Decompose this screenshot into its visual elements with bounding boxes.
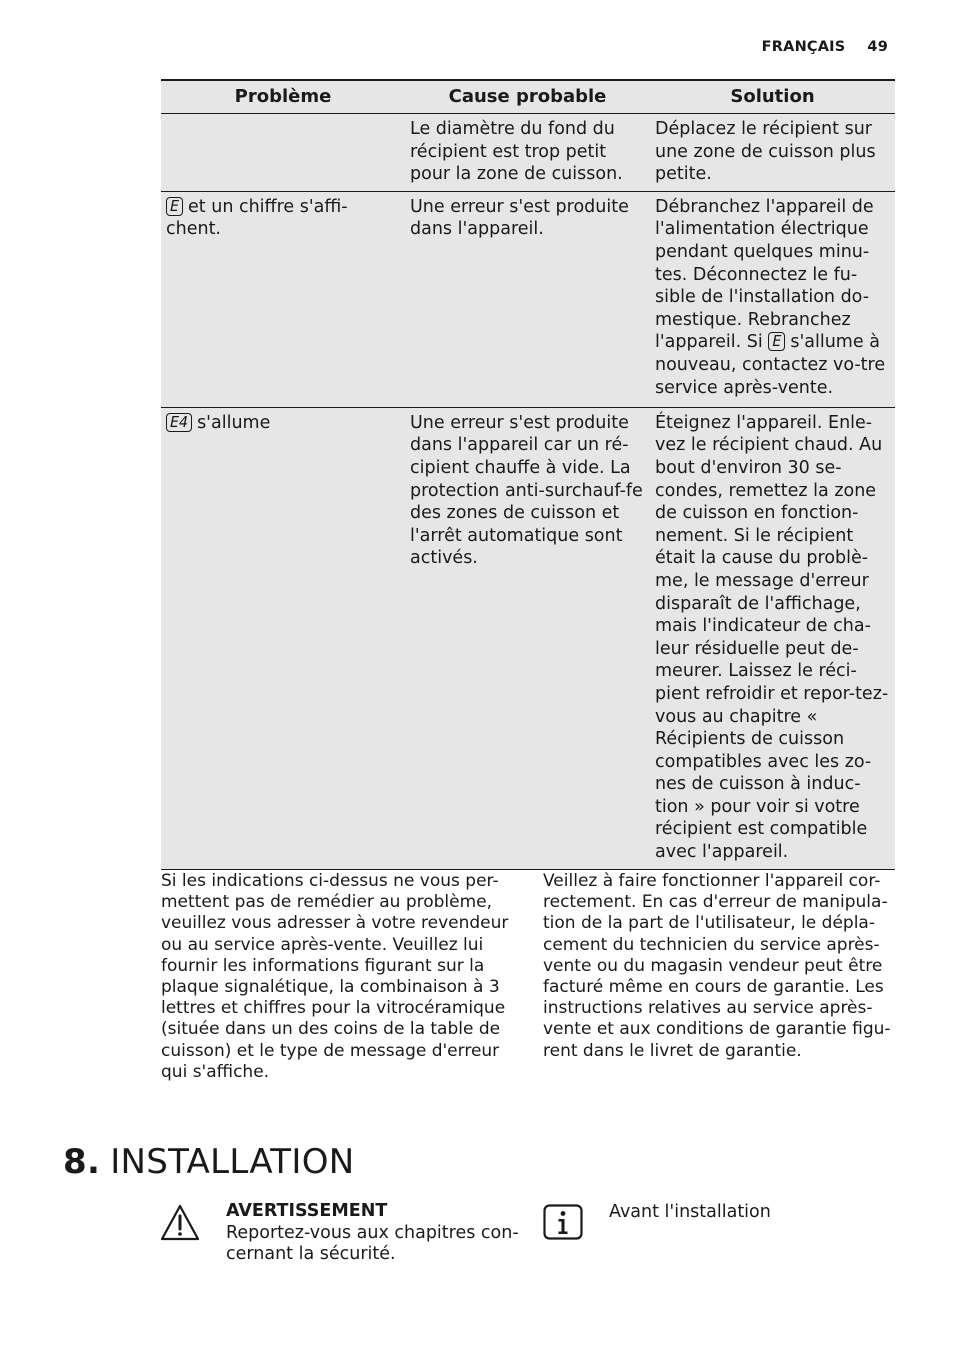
paragraph-left: Si les indications ci-dessus ne vous per-mettent pas de remédier au problème, veuillez vous adresser à votre revendeur ou au service après-vente. Veuillez lui fournir les informations figurant sur la plaque signalétique, la combinaison à 3 lettres et chiffres pour la vitrocéramique (située dans un des coins de la table de cuisson) et le type de message d'erreur qui s'affiche.	[161, 871, 509, 1082]
cause-cell: Le diamètre du fond du récipient est trop petit pour la zone de cuisson.	[405, 114, 650, 192]
paragraph-right: Veillez à faire fonctionner l'appareil cor-rectement. En cas d'erreur de manipula-tion de la part de l'utilisateur, le dépla-cement du technicien du service après-vente ou du magasin vendeur peut être facturé même en cours de garantie. Les instructions relatives au service après-vente et aux conditions de garantie figu-rent dans le livret de garantie.	[543, 871, 891, 1061]
header-language: FRANÇAIS	[761, 39, 846, 55]
header-problem: Problème	[161, 80, 405, 114]
section-number: 8.	[63, 1142, 101, 1182]
page-number: 49	[867, 39, 888, 55]
table-row	[161, 191, 895, 407]
problem-text: s'allume	[197, 412, 271, 433]
table-header-row	[161, 80, 895, 114]
problem-cell	[161, 407, 405, 869]
warning-box	[226, 1201, 526, 1266]
problem-text: et un chiffre s'affi-chent.	[166, 196, 348, 240]
solution-text-continued: s'allume à nouveau, contactez vo-tre service après-vente.	[655, 332, 886, 398]
header-solution: Solution	[650, 80, 895, 114]
troubleshooting-table	[161, 79, 895, 870]
header-cause: Cause probable	[405, 80, 650, 114]
section-title: INSTALLATION	[110, 1142, 355, 1182]
solution-text: Débranchez l'appareil de l'alimentation électrique pendant quelques minu-tes. Déconnectez le fu-sible de l'installation do-mestique. Rebranchez l'appareil. Si	[655, 196, 874, 353]
display-code-icon: E4	[166, 413, 192, 432]
cause-cell: Une erreur s'est produite dans l'appareil car un ré-cipient chauffe à vide. La protection anti-surchauf-fe des zones de cuisson et l'arrêt automatique sont activés.	[405, 407, 650, 869]
info-icon	[543, 1204, 583, 1240]
cause-cell: Une erreur s'est produite dans l'appareil.	[405, 191, 650, 407]
info-text: Avant l'installation	[609, 1202, 771, 1222]
warning-text: Reportez-vous aux chapitres con-cernant la sécurité.	[226, 1222, 519, 1264]
warning-title: AVERTISSEMENT	[226, 1201, 388, 1221]
warning-triangle-icon	[160, 1204, 200, 1242]
solution-cell	[650, 191, 895, 407]
problem-cell	[161, 114, 405, 192]
running-header	[762, 39, 888, 55]
table-row	[161, 114, 895, 192]
solution-cell: Déplacez le récipient sur une zone de cuisson plus petite.	[650, 114, 895, 192]
display-code-icon: E	[166, 197, 183, 216]
solution-cell: Éteignez l'appareil. Enle-vez le récipient chaud. Au bout d'environ 30 se-condes, remettez la zone de cuisson en fonction-nement. Si le récipient était la cause du problè-me, le message d'erreur disparaît de l'affichage, mais l'indicateur de cha-leur résiduelle peut de-meurer. Laissez le réci-pient refroidir et repor-tez-vous au chapitre « Récipients de cuisson compatibles avec les zo-nes de cuisson à induc-tion » pour voir si votre récipient est compatible avec l'appareil.	[650, 407, 895, 869]
section-heading	[63, 1142, 355, 1182]
problem-cell	[161, 191, 405, 407]
display-code-icon: E	[768, 332, 785, 351]
table-row	[161, 407, 895, 869]
